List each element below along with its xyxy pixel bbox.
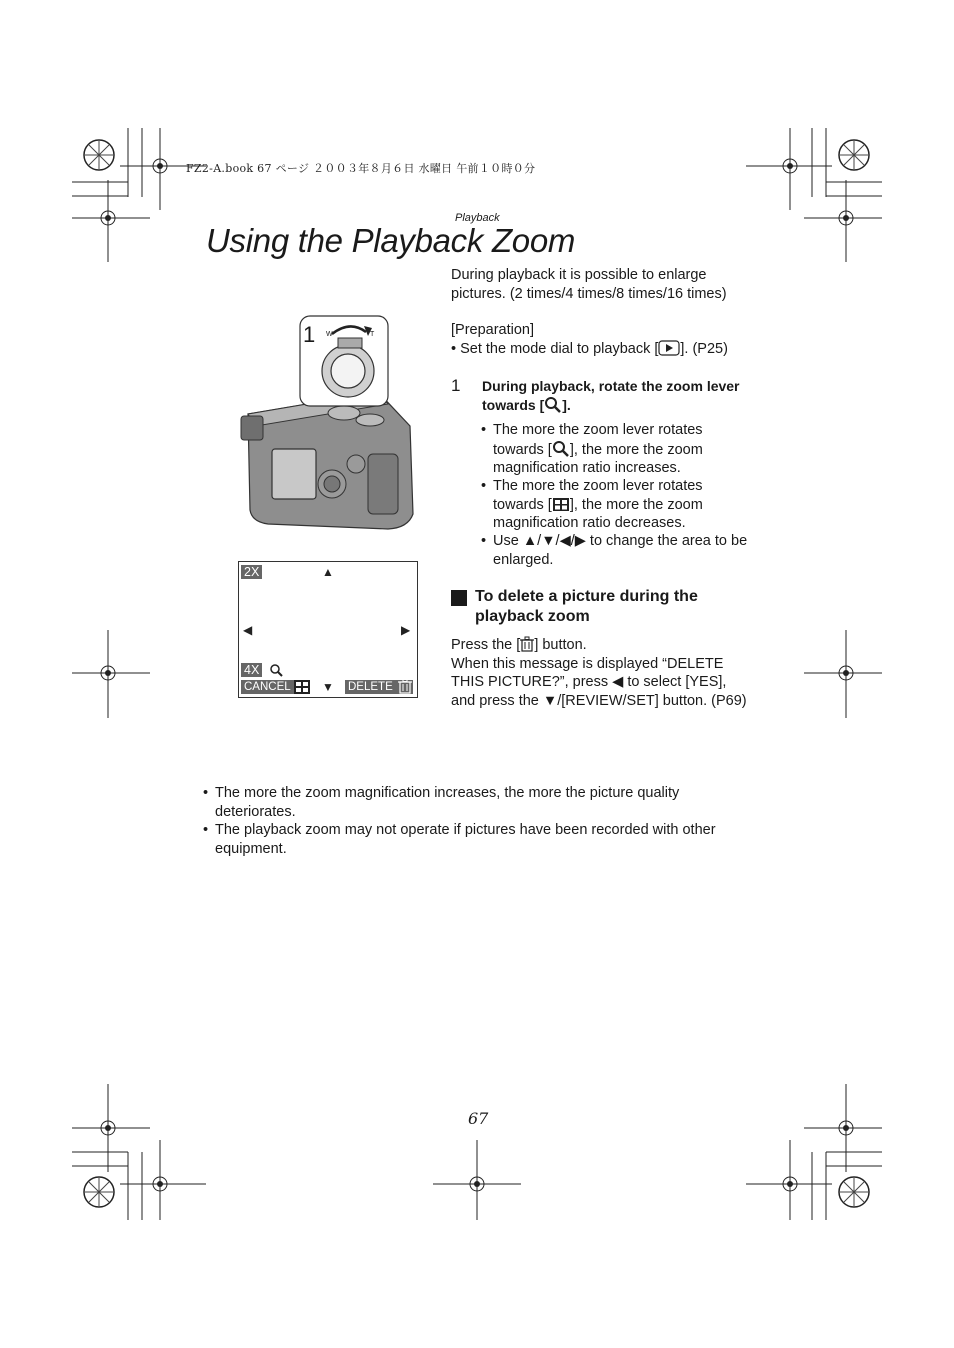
zoom-level-top: 2X bbox=[241, 565, 262, 579]
step-number: 1 bbox=[451, 376, 461, 395]
magnifier-icon bbox=[544, 396, 562, 413]
arrow-down-icon: ▼ bbox=[322, 680, 334, 694]
delete-instructions: When this message is displayed “DELETE THIS PICTURE?”, press ◀ to select [YES], and press the ▼/[REVIEW/SET] button. (P69) bbox=[451, 655, 747, 709]
arrow-up-icon: ▲ bbox=[322, 565, 334, 579]
delete-section-title: To delete a picture during the playback zoom bbox=[475, 588, 698, 625]
playback-zoom-screen bbox=[238, 561, 418, 698]
preparation-block bbox=[451, 321, 751, 358]
intro-text: During playback it is possible to enlarge pictures. (2 times/4 times/8 times/16 times) bbox=[451, 267, 727, 302]
press-delete-line: Press the [ ] button. bbox=[451, 637, 587, 653]
cancel-label: CANCEL bbox=[241, 680, 294, 694]
preparation-heading: [Preparation] bbox=[451, 322, 535, 338]
magnifier-icon bbox=[552, 440, 570, 457]
delete-label: DELETE bbox=[345, 680, 413, 694]
step-instruction: During playback, rotate the zoom lever towards [ ]. bbox=[482, 378, 740, 413]
zoom-t-label: T bbox=[370, 331, 375, 338]
bullet-zoom-increase: • The more the zoom lever rotates towards [ ], the more the zoom magnification ratio increases. bbox=[481, 422, 703, 477]
arrow-left-icon: ◀ bbox=[243, 623, 253, 637]
notes-list bbox=[203, 784, 743, 858]
note-item: • The more the zoom magnification increases, the more the picture quality deteriorates. bbox=[203, 785, 680, 820]
zoom-level-bottom: 4X bbox=[241, 663, 262, 677]
page-title: Using the Playback Zoom bbox=[206, 222, 576, 259]
trash-icon bbox=[398, 679, 412, 694]
preparation-item: • Set the mode dial to playback [ ]. (P25) bbox=[451, 340, 728, 357]
section-square-icon bbox=[451, 590, 467, 606]
section-label: Playback bbox=[455, 212, 500, 224]
bullet-move-area: • Use ▲/▼/◀/▶ to change the area to be enlarged. bbox=[481, 533, 748, 568]
illustration-step-label: 1 bbox=[303, 322, 316, 347]
page-number: 67 bbox=[468, 1109, 489, 1128]
camera-illustration bbox=[238, 314, 418, 532]
multi-playback-icon bbox=[294, 680, 310, 694]
bullet-zoom-decrease: • The more the zoom lever rotates towards [ ], the more the zoom magnification ratio decreases. bbox=[481, 478, 703, 532]
playback-mode-icon bbox=[658, 340, 680, 356]
arrow-right-icon: ▶ bbox=[401, 623, 411, 637]
trash-icon bbox=[520, 636, 534, 652]
magnifier-icon bbox=[269, 663, 285, 677]
multi-playback-icon bbox=[552, 497, 570, 512]
file-info-header: FZ2-A.book 67 ページ ２００３年８月６日 水曜日 午前１０時０分 bbox=[186, 162, 536, 175]
note-item: • The playback zoom may not operate if pictures have been recorded with other equipment. bbox=[203, 822, 716, 857]
zoom-w-label: W bbox=[326, 331, 333, 338]
delete-section-text bbox=[451, 636, 751, 710]
